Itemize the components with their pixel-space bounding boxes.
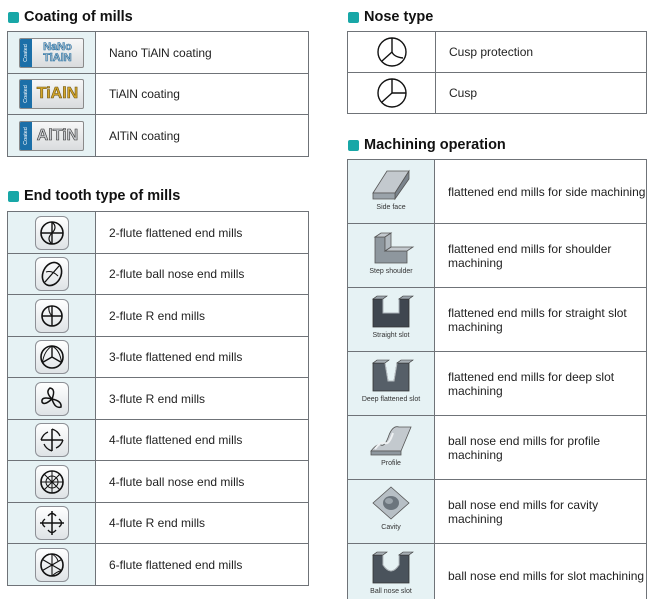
coating-badge-cell	[8, 115, 96, 157]
4-flute-r-icon	[35, 506, 69, 540]
end-tooth-label: 4-flute R end mills	[96, 503, 309, 544]
machining-table	[347, 159, 647, 599]
end-tooth-label: 6-flute flattened end mills	[96, 544, 309, 586]
altin-badge	[19, 121, 84, 151]
op-caption: Deep flattened slot	[361, 395, 421, 403]
end-tooth-label: 4-flute ball nose end mills	[96, 461, 309, 503]
4-flute-flattened-icon	[35, 423, 69, 457]
coating-table	[7, 31, 309, 157]
table-row	[8, 115, 309, 157]
section-marker	[8, 12, 19, 23]
cavity-icon	[367, 485, 415, 521]
op-caption: Side face	[376, 203, 406, 211]
machining-title: Machining operation	[364, 137, 506, 153]
table-row	[8, 32, 309, 74]
tialn-badge	[19, 79, 84, 109]
4-flute-ball-nose-icon	[35, 465, 69, 499]
end-tooth-label: 3-flute R end mills	[96, 378, 309, 420]
table-row	[348, 352, 647, 416]
table-row	[8, 254, 309, 295]
machining-label: flattened end mills for side machining	[435, 160, 647, 224]
badge-side-label: Coated	[23, 85, 29, 103]
cusp-icon	[375, 76, 409, 110]
op-caption: Ball nose slot	[370, 587, 412, 595]
badge-side-label: Coated	[23, 126, 29, 145]
ball-nose-slot-icon	[367, 549, 415, 585]
machining-label: ball nose end mills for slot machining	[435, 544, 647, 599]
6-flute-flattened-icon	[35, 548, 69, 582]
table-row	[348, 32, 647, 73]
section-marker	[348, 12, 359, 23]
section-marker	[348, 140, 359, 151]
2-flute-ball-nose-icon	[35, 257, 69, 291]
coating-badge-cell	[8, 74, 96, 115]
cusp-protection-icon	[375, 35, 409, 69]
table-row	[348, 416, 647, 480]
machining-label: ball nose end mills for cavity machining	[435, 480, 647, 544]
nose-section-title	[348, 9, 433, 25]
badge-sub-label: TiAlN	[43, 51, 72, 64]
coating-label: Nano TiAlN coating	[96, 32, 309, 74]
table-row	[8, 544, 309, 586]
coating-label: AlTiN coating	[96, 115, 309, 157]
end-tooth-label: 2-flute flattened end mills	[96, 212, 309, 254]
op-caption: Profile	[381, 459, 401, 467]
2-flute-flattened-icon	[35, 216, 69, 250]
section-marker	[8, 191, 19, 202]
coating-badge-cell	[8, 32, 96, 74]
table-row	[348, 480, 647, 544]
end-tooth-label: 4-flute flattened end mills	[96, 420, 309, 461]
op-caption: Straight slot	[372, 331, 410, 339]
op-caption: Step shoulder	[369, 267, 413, 275]
machining-label: flattened end mills for straight slot machining	[435, 288, 647, 352]
machining-label: flattened end mills for deep slot machining	[435, 352, 647, 416]
deep-flattened-slot-icon	[367, 357, 415, 393]
table-row	[348, 73, 647, 114]
end-tooth-label: 3-flute flattened end mills	[96, 337, 309, 378]
badge-main-label: TiAlN	[36, 85, 79, 102]
machining-section-title	[348, 137, 506, 153]
table-row	[8, 503, 309, 544]
2-flute-r-icon	[35, 299, 69, 333]
coating-section-title	[8, 9, 133, 25]
profile-icon	[367, 421, 415, 457]
badge-main-label: NaNo	[43, 40, 72, 53]
table-row	[8, 378, 309, 420]
nano-tialn-badge	[19, 38, 84, 68]
table-row	[8, 212, 309, 254]
end-tooth-label: 2-flute ball nose end mills	[96, 254, 309, 295]
end-tooth-table	[7, 211, 309, 586]
table-row	[8, 295, 309, 337]
table-row	[8, 461, 309, 503]
end-tooth-section-title	[8, 188, 180, 204]
badge-side-label: Coated	[23, 43, 29, 62]
table-row	[8, 337, 309, 378]
nose-label: Cusp protection	[436, 32, 647, 73]
end-tooth-label: 2-flute R end mills	[96, 295, 309, 337]
table-row	[348, 224, 647, 288]
coating-label: TiAlN coating	[96, 74, 309, 115]
step-shoulder-icon	[367, 229, 415, 265]
table-row	[348, 544, 647, 599]
badge-main-label: AlTiN	[36, 126, 79, 144]
nose-label: Cusp	[436, 73, 647, 114]
table-row	[8, 420, 309, 461]
nose-table	[347, 31, 647, 114]
op-caption: Cavity	[381, 523, 401, 531]
machining-label: ball nose end mills for profile machining	[435, 416, 647, 480]
table-row	[8, 74, 309, 115]
straight-slot-icon	[367, 293, 415, 329]
coating-title: Coating of mills	[24, 9, 133, 25]
3-flute-flattened-icon	[35, 340, 69, 374]
3-flute-r-icon	[35, 382, 69, 416]
table-row	[348, 288, 647, 352]
side-face-icon	[367, 165, 415, 201]
machining-label: flattened end mills for shoulder machining	[435, 224, 647, 288]
table-row	[348, 160, 647, 224]
end-tooth-title: End tooth type of mills	[24, 188, 181, 204]
nose-title: Nose type	[364, 9, 434, 25]
